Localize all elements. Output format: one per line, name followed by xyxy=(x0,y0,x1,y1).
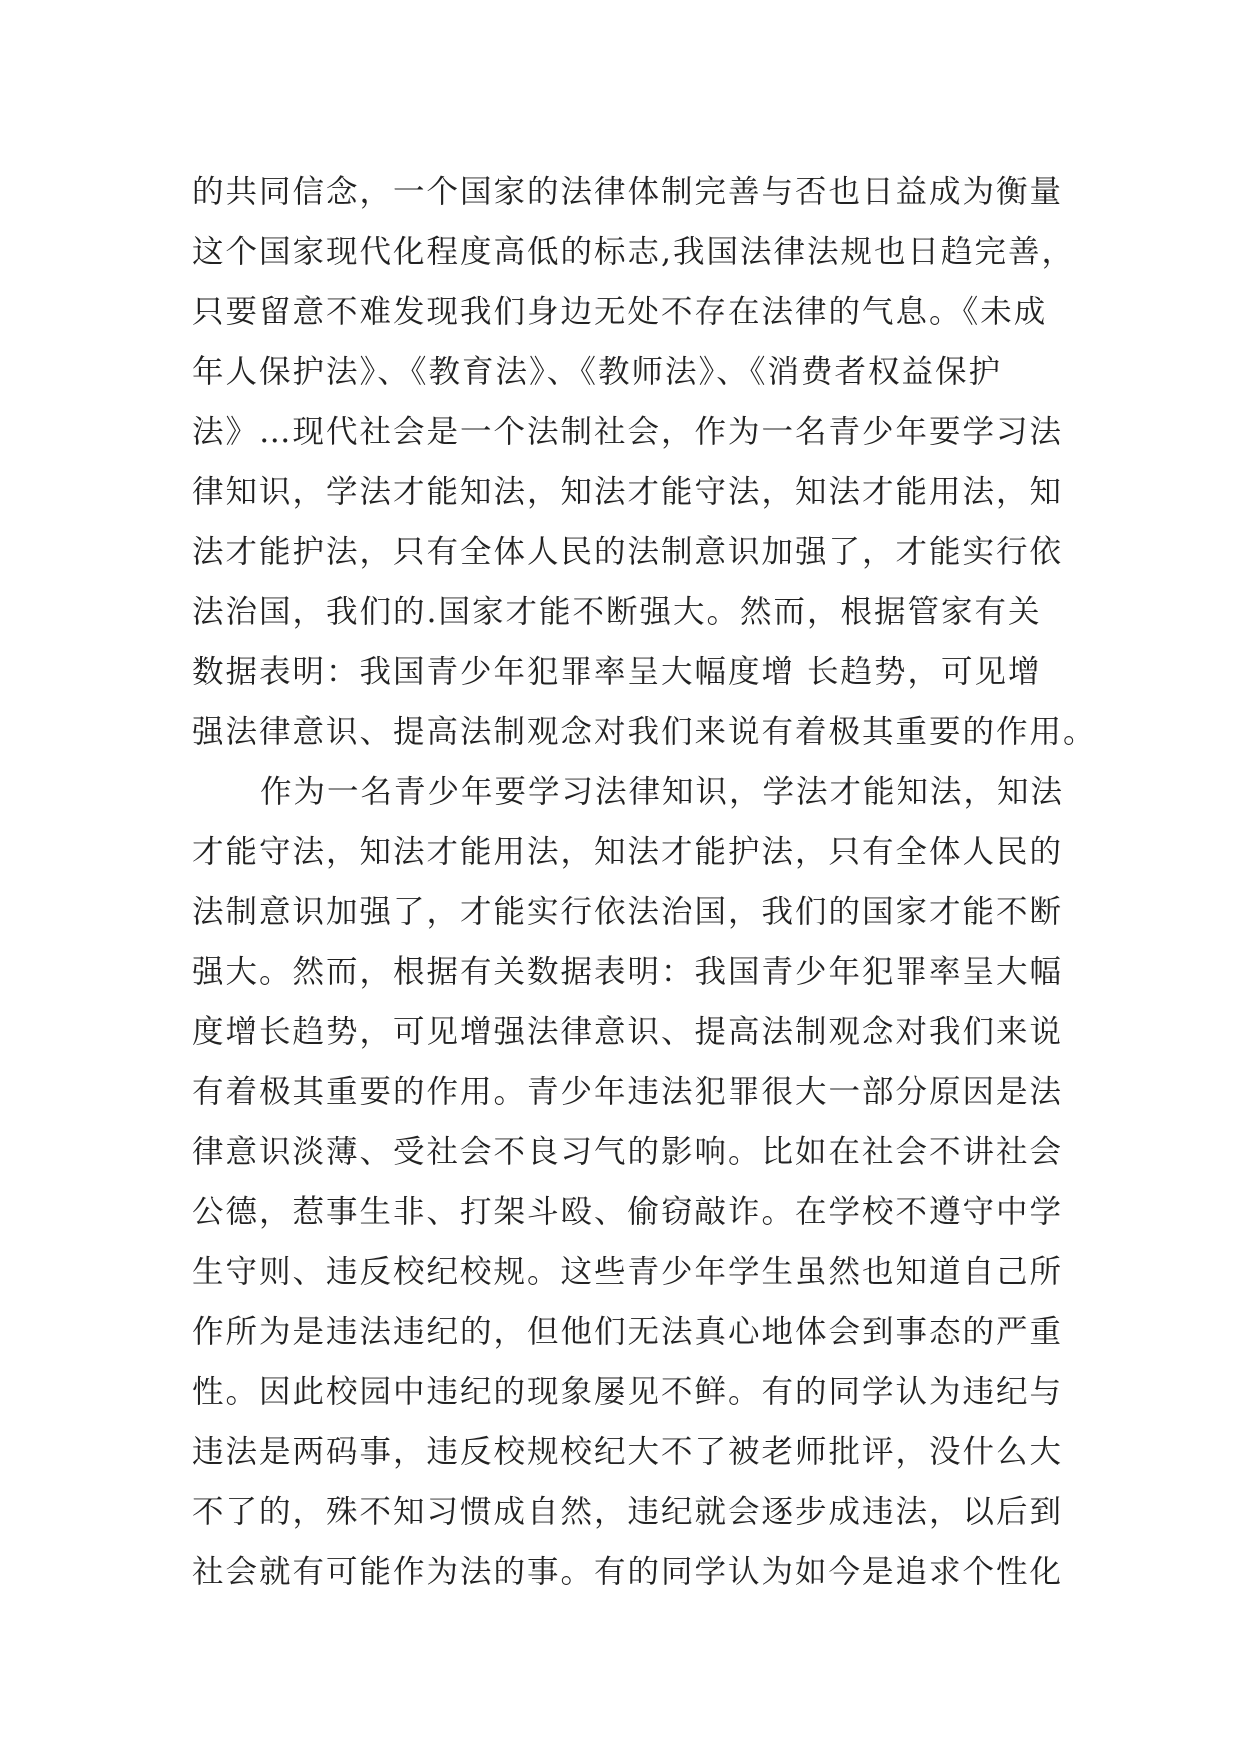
text-line: 律意识淡薄、受社会不良习气的影响。比如在社会不讲社会 xyxy=(192,1134,1064,1170)
paragraph-2 xyxy=(192,762,1092,1602)
text-line: 才能守法，知法才能用法，知法才能护法，只有全体人民的 xyxy=(192,834,1064,870)
text-line: 作为一名青少年要学习法律知识，学法才能知法，知法 xyxy=(260,774,1065,810)
text-line: 的共同信念，一个国家的法律体制完善与否也日益成为衡量 xyxy=(192,174,1064,210)
text-line: 生守则、违反校纪校规。这些青少年学生虽然也知道自己所 xyxy=(192,1254,1064,1290)
text-line: 作所为是违法违纪的，但他们无法真心地体会到事态的严重 xyxy=(192,1314,1064,1350)
text-line: 不了的，殊不知习惯成自然，违纪就会逐步成违法，以后到 xyxy=(192,1494,1064,1530)
text-line: 强大。然而，根据有关数据表明：我国青少年犯罪率呈大幅 xyxy=(192,954,1064,990)
text-line: 数据表明：我国青少年犯罪率呈大幅度增 长趋势，可见增 xyxy=(192,654,1042,690)
text-line: 法制意识加强了，才能实行依法治国，我们的国家才能不断 xyxy=(192,894,1064,930)
text-line: 性。因此校园中违纪的现象屡见不鲜。有的同学认为违纪与 xyxy=(192,1374,1064,1410)
text-line: 强法律意识、提高法制观念对我们来说有着极其重要的作用。 xyxy=(192,714,1097,750)
text-line: 只要留意不难发现我们身边无处不存在法律的气息。《未成 xyxy=(192,294,1048,330)
text-line: 法才能护法，只有全体人民的法制意识加强了，才能实行依 xyxy=(192,534,1064,570)
text-line: 社会就有可能作为法的事。有的同学认为如今是追求个性化 xyxy=(192,1554,1064,1590)
paragraph-1 xyxy=(192,162,1097,762)
text-line: 法》…现代社会是一个法制社会，作为一名青少年要学习法 xyxy=(192,414,1064,450)
text-line: 律知识，学法才能知法，知法才能守法，知法才能用法，知 xyxy=(192,474,1064,510)
text-line: 法治国，我们的.国家才能不断强大。然而，根据管家有关 xyxy=(192,594,1042,630)
text-line: 公德，惹事生非、打架斗殴、偷窃敲诈。在学校不遵守中学 xyxy=(192,1194,1064,1230)
text-line: 度增长趋势，可见增强法律意识、提高法制观念对我们来说 xyxy=(192,1014,1064,1050)
text-line: 有着极其重要的作用。青少年违法犯罪很大一部分原因是法 xyxy=(192,1074,1064,1110)
text-line: 年人保护法》、《教育法》、《教师法》、《消费者权益保护 xyxy=(192,354,1003,390)
text-line: 这个国家现代化程度高低的标志,我国法律法规也日趋完善， xyxy=(192,234,1076,270)
text-line: 违法是两码事，违反校规校纪大不了被老师批评，没什么大 xyxy=(192,1434,1064,1470)
document-body xyxy=(192,162,1097,1602)
